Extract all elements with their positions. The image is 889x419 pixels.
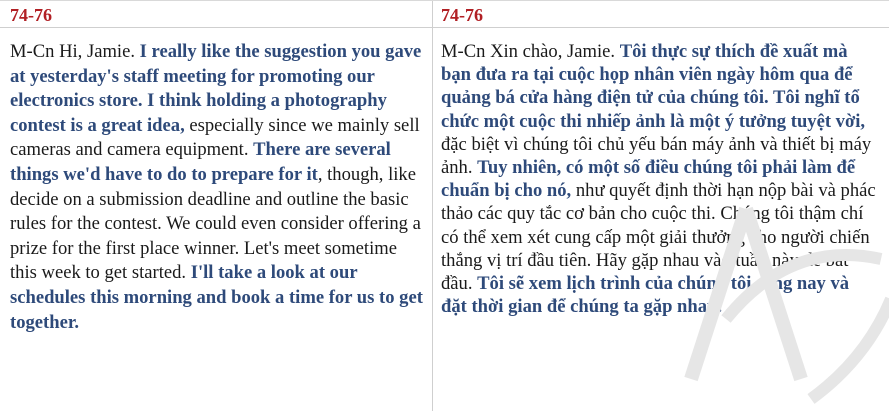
passage-segment: như quyết định thời hạn nộp bài và phác thảo các quy tắc cơ bản cho cuộc thi. Chúng tôi thậm chí có thể xem xét cung cấp một giải thưởng cho người chiến thắng vị trí đầu tiên. Hãy gặp nhau vào tuần này để bắt đầu. — [441, 180, 876, 295]
question-range-heading-vietnamese: 74-76 — [433, 5, 889, 28]
passage-segment: M-Cn Hi, Jamie. — [10, 41, 140, 62]
highlighted-segment: Tôi thực sự thích đề xuất mà bạn đưa ra tại cuộc họp nhân viên ngày hôm qua để quảng bá cửa hàng điện tử của chúng tôi. Tôi nghĩ tổ chức một cuộc thi nhiếp ảnh là một ý tưởng tuyệt vời, — [441, 41, 866, 132]
passage-segment: M-Cn Xin chào, Jamie. — [441, 41, 620, 62]
highlighted-segment: I really like the suggestion you gave at yesterday's staff meeting for promoting our electronics store. I think holding a photography contest is a great idea, — [10, 41, 422, 136]
english-column — [0, 1, 433, 411]
english-passage — [10, 40, 424, 335]
vietnamese-column — [433, 1, 889, 411]
passage-segment: đặc biệt vì chúng tôi chủ yếu bán máy ảnh và thiết bị máy ảnh. — [441, 133, 872, 179]
vietnamese-passage — [441, 40, 879, 318]
question-range-heading-english: 74-76 — [0, 5, 432, 28]
highlighted-segment: I'll take a look at our schedules this morning and book a time for us to get together. — [10, 262, 423, 333]
highlighted-segment: Tôi sẽ xem lịch trình của chúng tôi sáng nay và đặt thời gian để chúng ta gặp nhau. — [441, 273, 850, 318]
passage-segment: especially since we mainly sell cameras and camera equipment. — [10, 114, 420, 161]
highlighted-segment: There are several things we'd have to do to prepare for it — [10, 139, 391, 185]
passage-segment: , though, like decide on a submission deadline and outline the basic rules for the contest. We could even consider offering a prize for the first place winner. Let's meet sometime this week to get started. — [10, 163, 421, 284]
highlighted-segment: Tuy nhiên, có một số điều chúng tôi phải làm để chuẩn bị cho nó, — [441, 157, 856, 202]
